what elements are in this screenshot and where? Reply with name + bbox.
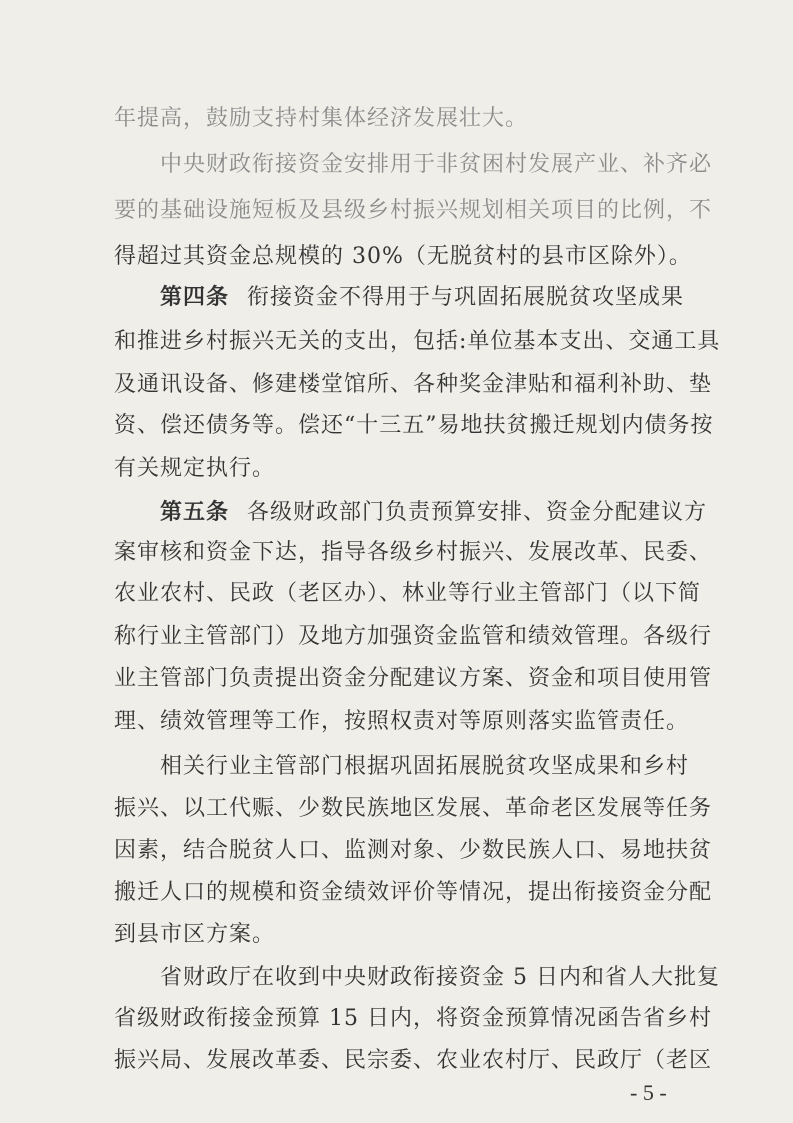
article-heading: 第四条 (160, 284, 230, 310)
article-heading: 第五条 (160, 499, 230, 525)
text-line: 有关规定执行。 (114, 456, 276, 481)
text-line: 得超过其资金总规模的 30%（无脱贫村的县市区除外）。 (114, 244, 692, 269)
text-line: 理、绩效管理等工作，按照权责对等原则落实监管责任。 (114, 709, 690, 734)
text-line: 资、偿还债务等。偿还“十三五”易地扶贫搬迁规划内债务按 (114, 413, 714, 438)
text-line: 称行业主管部门）及地方加强资金监管和绩效管理。各级行 (114, 624, 713, 649)
text-line: 中央财政衔接资金安排用于非贫困村发展产业、补齐必 (160, 152, 713, 177)
text-line: 业主管部门负责提出资金分配建议方案、资金和项目使用管 (114, 666, 713, 691)
text-line: 年提高，鼓励支持村集体经济发展壮大。 (114, 106, 529, 131)
text-line: 搬迁人口的规模和资金绩效评价等情况，提出衔接资金分配 (114, 880, 713, 905)
text-line: 到县市区方案。 (114, 922, 276, 947)
text-line: 农业农村、民政（老区办）、林业等行业主管部门（以下简 (114, 581, 702, 606)
text-line: 案审核和资金下达，指导各级乡村振兴、发展改革、民委、 (114, 540, 713, 565)
text-line: 振兴局、发展改革委、民宗委、农业农村厅、民政厅（老区 (114, 1048, 713, 1073)
article-five-line (160, 489, 720, 535)
text-line: 和推进乡村振兴无关的支出，包括:单位基本支出、交通工具 (114, 329, 721, 354)
article-four-line (160, 274, 720, 320)
text-line: 相关行业主管部门根据巩固拓展脱贫攻坚成果和乡村 (160, 754, 690, 779)
text-line: 省级财政衔接金预算 15 日内，将资金预算情况函告省乡村 (114, 1006, 712, 1031)
text-line: 因素，结合脱贫人口、监测对象、少数民族人口、易地扶贫 (114, 838, 713, 863)
text-line: 各级财政部门负责预算安排、资金分配建议方 (247, 500, 708, 525)
text-line: 省财政厅在收到中央财政衔接资金 5 日内和省人大批复 (160, 965, 720, 990)
text-line: 衔接资金不得用于与巩固拓展脱贫攻坚成果 (247, 285, 685, 310)
page-number: - 5 - (630, 1080, 667, 1105)
text-line: 及通讯设备、修建楼堂馆所、各种奖金津贴和福利补助、垫 (114, 372, 713, 397)
text-line: 振兴、以工代赈、少数民族地区发展、革命老区发展等任务 (114, 796, 713, 821)
text-line: 要的基础设施短板及县级乡村振兴规划相关项目的比例，不 (114, 198, 713, 223)
